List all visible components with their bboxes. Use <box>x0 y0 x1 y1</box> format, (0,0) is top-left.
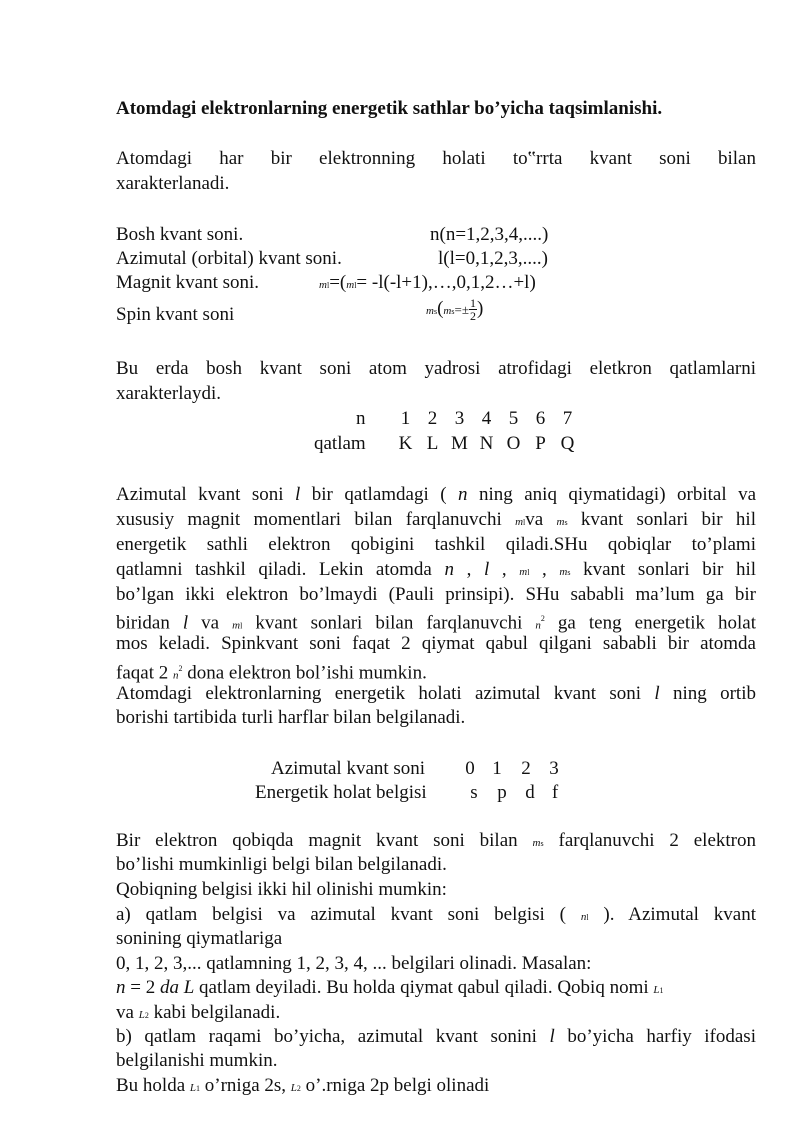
n-label: n <box>356 408 366 429</box>
shell-line-11 <box>116 1073 756 1101</box>
fraction-denominator: 2 <box>469 309 476 324</box>
orbital-letter: f <box>551 782 559 803</box>
text: qatlam deyiladi. Bu holda qiymat qabul qiladi. Qobiq nomi <box>194 977 654 998</box>
superscript: 2 <box>178 664 183 673</box>
n-value: 6 <box>535 408 546 429</box>
azimuthal-line-10: borishi tartibida turli harflar bilan belgilanadi. <box>116 707 466 728</box>
n-value: 3 <box>454 408 465 429</box>
ml-symbol: m <box>319 279 327 291</box>
shell-line-9 <box>116 1024 756 1049</box>
symbol-ms: m <box>532 837 541 849</box>
symbol-L: L <box>653 984 660 996</box>
layer-value: M <box>451 433 468 454</box>
symbol-n: n <box>458 484 468 505</box>
text: Bir elektron qobiqda magnit kvant soni bilan <box>116 830 533 851</box>
layer-values <box>392 433 581 454</box>
symbol-ms: m <box>556 516 565 528</box>
orbital-letter: s <box>470 782 478 803</box>
azimuthal-line-5: bo’lgan ikki elektron bo’lmaydi (Pauli prinsipi). SHu sababli ma’lum ga bir <box>116 584 756 605</box>
n-value: 2 <box>427 408 438 429</box>
text: faqat 2 <box>116 662 173 684</box>
text: ga teng energetik holat <box>544 612 756 634</box>
intro-line-1: Atomdagi har bir elektronning holati to‟rrta kvant soni bilan <box>116 148 756 169</box>
subscript: 1 <box>659 986 664 995</box>
text: o’.rniga 2p belgi olinadi <box>300 1075 490 1096</box>
subscript: l <box>527 568 530 577</box>
azimuthal-line-3: energetik sathli elektron qobigini tashkil qiladi.SHu qobiqlar to’plami <box>116 534 756 555</box>
text: xususiy magnit momentlari bilan farqlanuvchi <box>116 509 516 530</box>
shell-line-3: Qobiqning belgisi ikki hil olinishi mumkin: <box>116 879 447 900</box>
ml-paren: =( <box>329 272 347 293</box>
shell-line-10: belgilanishi mumkin. <box>116 1050 278 1071</box>
text: Azimutal kvant soni <box>116 484 296 505</box>
orbital-row2-label: Energetik holat belgisi <box>255 782 427 803</box>
ml-range: = -l(-l+1),…,0,1,2…+l) <box>356 272 536 293</box>
layer-value: N <box>479 433 494 454</box>
shell-line-2: bo’lishi mumkinligi belgi bilan belgilanadi. <box>116 854 447 875</box>
superscript: 2 <box>540 614 545 623</box>
text: va <box>525 509 557 530</box>
azimuthal-line-2 <box>116 507 756 535</box>
shell-line-7 <box>116 975 756 1003</box>
text: va <box>188 612 233 634</box>
layer-table-n-row <box>356 406 581 431</box>
ms-plusminus: =± <box>454 302 469 317</box>
symbol-n: n <box>444 559 454 580</box>
text: ning ortib <box>659 683 756 704</box>
text: ). Azimutal kvant <box>588 904 756 925</box>
text: , <box>489 559 520 580</box>
ml-subscript-2: l <box>354 281 357 290</box>
text: biridan <box>116 612 183 634</box>
magnetic-label: Magnit kvant soni. <box>116 272 260 293</box>
ms-fraction <box>469 297 477 322</box>
symbol-l: l <box>549 1026 555 1047</box>
text: dona elektron bol’ishi mumkin. <box>182 662 427 684</box>
subscript: l <box>523 518 526 527</box>
subscript: s <box>567 568 571 577</box>
fraction-numerator: 1 <box>469 296 476 311</box>
ms-symbol: m <box>426 305 434 317</box>
n-value: 1 <box>400 408 411 429</box>
orbital-value: 1 <box>492 758 502 779</box>
text: bo’yicha harfiy ifodasi <box>554 1026 756 1047</box>
symbol-L: L <box>189 1082 197 1094</box>
text: a) qatlam belgisi va azimutal kvant soni belgisi ( <box>116 904 581 925</box>
azimuthal-label: Azimutal (orbital) kvant soni. <box>116 248 342 269</box>
orbital-table-row-1 <box>271 756 567 781</box>
text: , <box>453 559 484 580</box>
symbol-ms: m <box>559 566 568 578</box>
orbital-row1-label: Azimutal kvant soni <box>271 758 426 779</box>
subscript: s <box>540 839 544 848</box>
n-value: 5 <box>508 408 519 429</box>
text: = 2 <box>125 977 160 998</box>
text-italic: da L <box>159 977 195 998</box>
orbital-letter: d <box>525 782 535 803</box>
subscript: 2 <box>144 1011 149 1020</box>
symbol-l: l <box>295 484 301 505</box>
text: kvant sonlari bir hil <box>570 559 757 580</box>
layer-value: L <box>426 433 439 454</box>
azimuthal-line-1 <box>116 482 756 507</box>
spin-label: Spin kvant soni <box>116 304 235 325</box>
text: , <box>529 559 560 580</box>
ms-subscript: s <box>433 307 438 316</box>
symbol-n: n <box>172 669 179 682</box>
orbital-row2-values <box>460 782 566 803</box>
ms-subscript-2: s <box>451 307 455 316</box>
shell-line-6: 0, 1, 2, 3,... qatlamning 1, 2, 3, 4, ... belgilari olinadi. Masalan: <box>116 953 592 974</box>
n-value: 4 <box>481 408 492 429</box>
text: o’rniga 2s, <box>200 1075 291 1096</box>
symbol-n: n <box>580 911 587 923</box>
ms-close: ) <box>476 298 484 319</box>
document-title: Atomdagi elektronlarning energetik sathlar bo’yicha taqsimlanishi. <box>116 98 663 119</box>
symbol-l: l <box>182 612 189 634</box>
text: farqlanuvchi 2 elektron <box>543 830 757 851</box>
text: Atomdagi elektronlarning energetik holati azimutal kvant soni <box>116 683 655 704</box>
spin-value <box>426 296 483 324</box>
text: kabi belgilanadi. <box>148 1002 281 1023</box>
layers-line-2: xarakterlaydi. <box>116 383 221 404</box>
orbital-row1-values <box>457 758 567 779</box>
subscript: 2 <box>296 1084 301 1093</box>
text: bir qatlamdagi ( <box>300 484 459 505</box>
layers-line-1: Bu erda bosh kvant soni atom yadrosi atrofidagi eletkron qatlamlarni <box>116 358 756 379</box>
ml-symbol-2: m <box>346 279 355 291</box>
symbol-l: l <box>654 683 660 704</box>
azimuthal-line-7: mos keladi. Spinkvant soni faqat 2 qiymat qabul qilgani sababli bir atomda <box>116 633 756 654</box>
symbol-l: l <box>483 559 490 580</box>
ms-paren: ( <box>437 298 444 319</box>
principal-value: n(n=1,2,3,4,....) <box>430 224 549 245</box>
layer-value: P <box>535 433 546 454</box>
symbol-L: L <box>290 1082 297 1094</box>
orbital-value: 2 <box>521 758 531 779</box>
symbol-ml: m <box>519 566 528 578</box>
magnetic-value <box>319 270 536 298</box>
symbol-L: L <box>138 1009 145 1021</box>
orbital-value: 0 <box>465 758 475 779</box>
subscript: s <box>564 518 568 527</box>
subscript: l <box>586 913 589 922</box>
layer-value: Q <box>560 433 575 454</box>
layer-table-letter-row <box>314 431 581 456</box>
orbital-letter: p <box>497 782 507 803</box>
text: va <box>116 1002 139 1023</box>
layer-value: O <box>506 433 521 454</box>
text: ning aniq qiymatidagi) orbital va <box>467 484 756 505</box>
azimuthal-line-4 <box>116 557 756 585</box>
intro-line-2: xarakterlanadi. <box>116 173 230 194</box>
symbol-n: n <box>535 619 541 632</box>
orbital-value: 3 <box>549 758 559 779</box>
ms-symbol-2: m <box>443 305 452 317</box>
symbol-ml: m <box>515 516 524 528</box>
principal-label: Bosh kvant soni. <box>116 224 244 245</box>
orbital-table-row-2 <box>255 780 566 805</box>
text: kvant sonlari bilan farqlanuvchi <box>242 612 536 634</box>
layer-label: qatlam <box>314 433 366 454</box>
n-values <box>392 408 581 429</box>
symbol-n: n <box>116 977 126 998</box>
shell-line-5: sonining qiymatlariga <box>116 928 283 949</box>
text: Bu holda <box>116 1075 190 1096</box>
subscript: 1 <box>196 1084 201 1093</box>
azimuthal-value: l(l=0,1,2,3,....) <box>438 248 548 269</box>
ml-subscript: l <box>326 281 330 290</box>
n-value: 7 <box>562 408 573 429</box>
layer-value: K <box>398 433 413 454</box>
azimuthal-line-9 <box>116 681 756 706</box>
symbol-ml: m <box>232 619 241 632</box>
text: qatlamni tashkil qiladi. Lekin atomda <box>116 559 445 580</box>
text: kvant sonlari bir hil <box>567 509 756 530</box>
text: b) qatlam raqami bo’yicha, azimutal kvant sonini <box>116 1026 550 1047</box>
subscript: l <box>240 621 243 631</box>
